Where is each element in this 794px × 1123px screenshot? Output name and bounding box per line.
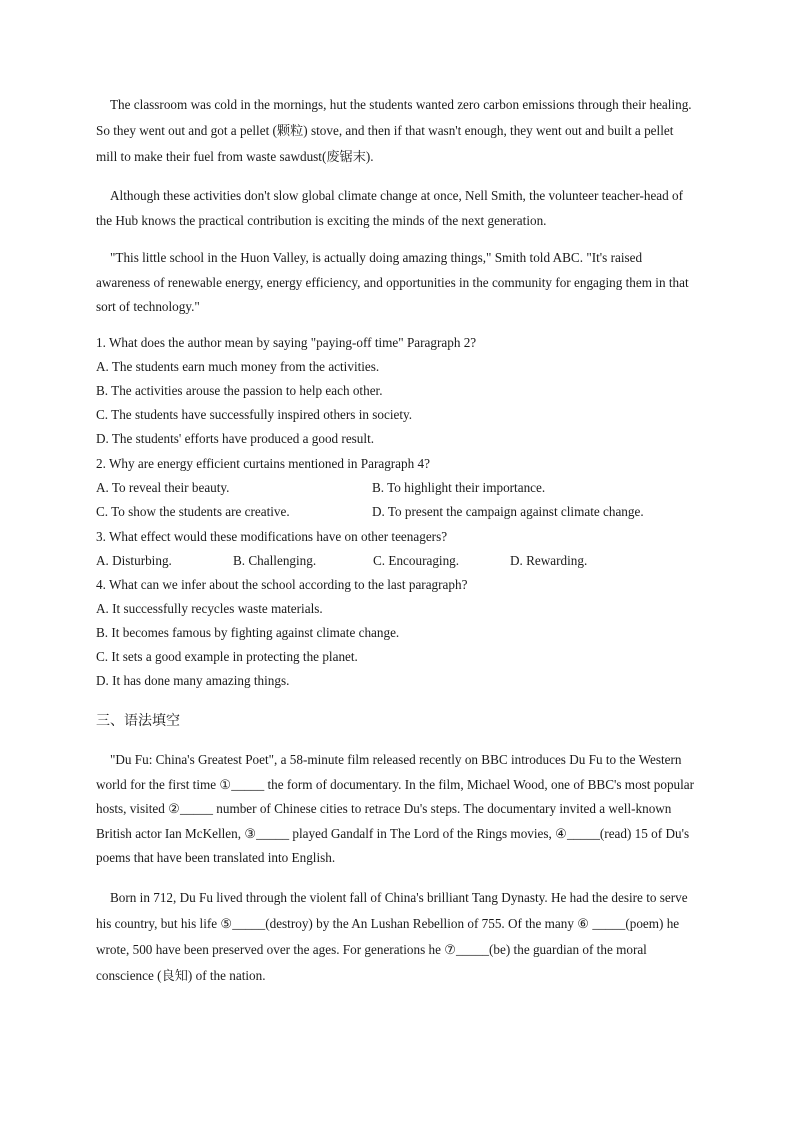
- section-heading: 三、语法填空: [96, 713, 180, 729]
- grammar-paragraph-1: "Du Fu: China's Greatest Poet", a 58-minute film released recently on BBC introduces Du Fu to the Western world for the first time ①_____ the form of documentary. In the film, Michael Wood, one of BBC's most popular hosts, visited ②_____ number of Chinese cities to retrace Du's steps. The documentary invited a well-known British actor Ian McKellen, ③_____ played Gandalf in The Lord of the Rings movies, ④_____(read) 15 of Du's poems that have been translated into English.: [96, 752, 695, 865]
- question-3-option-d: D. Rewarding.: [510, 553, 588, 568]
- question-2-stem: 2. Why are energy efficient curtains mentioned in Paragraph 4?: [96, 456, 430, 471]
- question-2-option-d: D. To present the campaign against climate change.: [372, 504, 644, 519]
- grammar-paragraph-2: Born in 712, Du Fu lived through the violent fall of China's brilliant Tang Dynasty. He had the desire to serve his country, but his life ⑤_____(destroy) by the An Lushan Rebellion of 755. Of the many ⑥ _____(poem) he wrote, 500 have been preserved over the ages. For generations he ⑦_____(be) the guardian of the moral conscience (良知) of the nation.: [96, 890, 688, 983]
- passage-paragraph-3: "This little school in the Huon Valley, is actually doing amazing things," Smith told ABC. "It's raised awareness of renewable energy, energy efficiency, and opportunities in the community for engaging them in that sort of technology.": [96, 250, 689, 314]
- passage-paragraph-2: Although these activities don't slow global climate change at once, Nell Smith, the volunteer teacher-head of the Hub knows the practical contribution is exciting the minds of the next generation.: [96, 188, 684, 228]
- question-2-option-b: B. To highlight their importance.: [372, 480, 546, 495]
- question-2-option-a: A. To reveal their beauty.: [96, 480, 230, 495]
- question-4-option-b: B. It becomes famous by fighting against climate change.: [96, 625, 400, 640]
- question-4-option-d: D. It has done many amazing things.: [96, 673, 290, 688]
- question-3-stem: 3. What effect would these modifications have on other teenagers?: [96, 529, 448, 544]
- question-1-option-c: C. The students have successfully inspired others in society.: [96, 407, 413, 422]
- question-4-option-a: A. It successfully recycles waste materials.: [96, 601, 323, 616]
- question-1-stem: 1. What does the author mean by saying "paying-off time" Paragraph 2?: [96, 335, 477, 350]
- question-1-option-b: B. The activities arouse the passion to help each other.: [96, 383, 383, 398]
- question-1-option-a: A. The students earn much money from the activities.: [96, 359, 380, 374]
- passage-paragraph-1: The classroom was cold in the mornings, hut the students wanted zero carbon emissions through their healing. So they went out and got a pellet (颗粒) stove, and then if that wasn't enough, they went out and built a pellet mill to make their fuel from waste sawdust(废锯末).: [96, 97, 692, 164]
- question-3-option-a: A. Disturbing.: [96, 553, 172, 568]
- question-3-option-b: B. Challenging.: [233, 553, 317, 568]
- question-3-option-c: C. Encouraging.: [373, 553, 460, 568]
- question-1-option-d: D. The students' efforts have produced a good result.: [96, 431, 375, 446]
- question-4-option-c: C. It sets a good example in protecting the planet.: [96, 649, 358, 664]
- question-2-option-c: C. To show the students are creative.: [96, 504, 290, 519]
- question-4-stem: 4. What can we infer about the school according to the last paragraph?: [96, 577, 468, 592]
